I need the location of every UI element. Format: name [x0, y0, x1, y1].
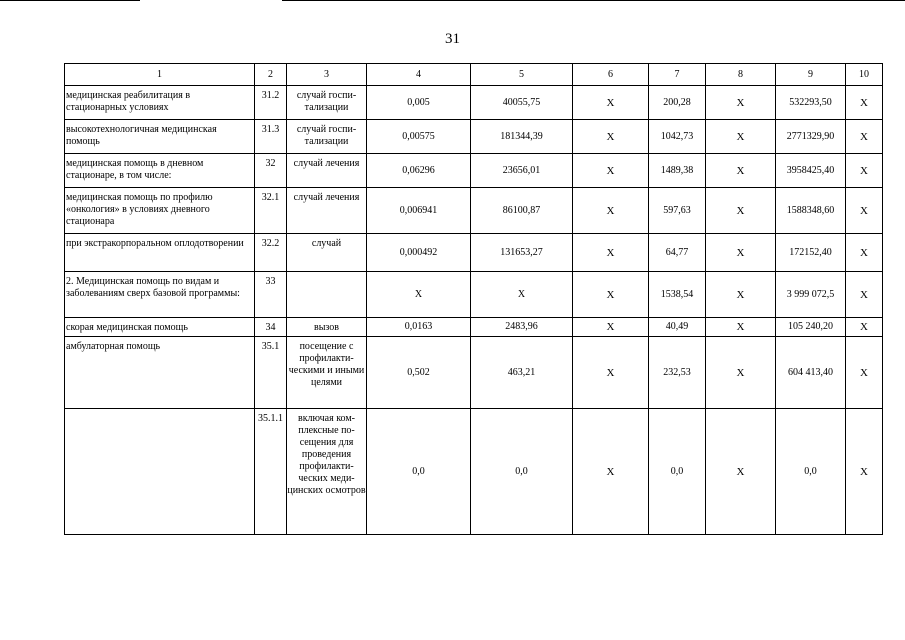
row-code: 33: [255, 272, 287, 318]
row-cost: 23656,01: [471, 154, 573, 188]
top-rule-left: [0, 0, 140, 1]
row-cost: 131653,27: [471, 234, 573, 272]
row-volume: X: [367, 272, 471, 318]
row-col9: 3 999 072,5: [776, 272, 846, 318]
row-name: высокотехнологичная медицинская помощь: [65, 120, 255, 154]
row-col6: X: [573, 86, 649, 120]
row-col8: X: [706, 337, 776, 409]
row-name: 2. Медицинская помощь по видам и заболеваниям сверх базовой программы:: [65, 272, 255, 318]
row-col6: X: [573, 409, 649, 535]
row-col8: X: [706, 120, 776, 154]
row-col6: X: [573, 188, 649, 234]
table-row: [65, 154, 883, 188]
row-col10: X: [846, 120, 883, 154]
row-unit: случай лечения: [287, 188, 367, 234]
col-header: 9: [776, 64, 846, 86]
table-row: [65, 272, 883, 318]
row-code: 35.1: [255, 337, 287, 409]
col-header: 1: [65, 64, 255, 86]
row-col9: 105 240,20: [776, 318, 846, 337]
row-volume: 0,06296: [367, 154, 471, 188]
row-code: 32: [255, 154, 287, 188]
col-header: 3: [287, 64, 367, 86]
row-col6: X: [573, 272, 649, 318]
row-col10: X: [846, 86, 883, 120]
table-row: [65, 234, 883, 272]
row-col9: 532293,50: [776, 86, 846, 120]
col-header: 2: [255, 64, 287, 86]
row-col9: 2771329,90: [776, 120, 846, 154]
row-col8: X: [706, 234, 776, 272]
row-cost: 0,0: [471, 409, 573, 535]
row-col8: X: [706, 318, 776, 337]
row-name: [65, 409, 255, 535]
row-col8: X: [706, 154, 776, 188]
row-name: медицинская помощь в дневном стационаре, в том числе:: [65, 154, 255, 188]
row-unit: [287, 272, 367, 318]
row-col6: X: [573, 120, 649, 154]
row-col7: 232,53: [649, 337, 706, 409]
row-cost: X: [471, 272, 573, 318]
row-col10: X: [846, 234, 883, 272]
row-col10: X: [846, 409, 883, 535]
row-col10: X: [846, 154, 883, 188]
row-col8: X: [706, 409, 776, 535]
row-col8: X: [706, 188, 776, 234]
table-row: [65, 188, 883, 234]
row-col7: 40,49: [649, 318, 706, 337]
row-col9: 604 413,40: [776, 337, 846, 409]
row-name: при экстракорпоральном оплодотворении: [65, 234, 255, 272]
row-col7: 1489,38: [649, 154, 706, 188]
row-volume: 0,0: [367, 409, 471, 535]
row-cost: 2483,96: [471, 318, 573, 337]
page-number: 31: [445, 31, 460, 47]
row-col6: X: [573, 154, 649, 188]
row-code: 32.1: [255, 188, 287, 234]
row-name: амбулаторная помощь: [65, 337, 255, 409]
row-col7: 1042,73: [649, 120, 706, 154]
row-name: медицинская помощь по профилю «онкология» в условиях дневного стационара: [65, 188, 255, 234]
col-header: 7: [649, 64, 706, 86]
row-col9: 172152,40: [776, 234, 846, 272]
row-col7: 64,77: [649, 234, 706, 272]
row-col10: X: [846, 337, 883, 409]
row-volume: 0,0163: [367, 318, 471, 337]
table-row: [65, 120, 883, 154]
row-col6: X: [573, 337, 649, 409]
row-cost: 40055,75: [471, 86, 573, 120]
col-header: 4: [367, 64, 471, 86]
row-code: 32.2: [255, 234, 287, 272]
row-cost: 463,21: [471, 337, 573, 409]
row-volume: 0,000492: [367, 234, 471, 272]
col-header: 8: [706, 64, 776, 86]
row-col7: 597,63: [649, 188, 706, 234]
data-table: [64, 63, 883, 535]
row-volume: 0,00575: [367, 120, 471, 154]
row-unit: случай: [287, 234, 367, 272]
row-code: 31.3: [255, 120, 287, 154]
row-unit: включая ком-плексные по-сещения для проведения профилакти-ческих меди-цинских осмотров: [287, 409, 367, 535]
row-col9: 1588348,60: [776, 188, 846, 234]
row-col6: X: [573, 234, 649, 272]
row-col7: 1538,54: [649, 272, 706, 318]
header-row: [65, 64, 883, 86]
row-volume: 0,006941: [367, 188, 471, 234]
row-col10: X: [846, 318, 883, 337]
row-unit: посещение с профилакти-ческими и иными целями: [287, 337, 367, 409]
row-col8: X: [706, 86, 776, 120]
row-col6: X: [573, 318, 649, 337]
row-name: медицинская реабилитация в стационарных условиях: [65, 86, 255, 120]
row-code: 34: [255, 318, 287, 337]
row-volume: 0,502: [367, 337, 471, 409]
row-unit: случай госпи-тализации: [287, 120, 367, 154]
row-unit: вызов: [287, 318, 367, 337]
row-col10: X: [846, 272, 883, 318]
col-header: 10: [846, 64, 883, 86]
table-row: [65, 318, 883, 337]
row-col8: X: [706, 272, 776, 318]
row-name: скорая медицинская помощь: [65, 318, 255, 337]
row-col7: 0,0: [649, 409, 706, 535]
col-header: 5: [471, 64, 573, 86]
table-row: [65, 337, 883, 409]
table-row: [65, 409, 883, 535]
row-cost: 86100,87: [471, 188, 573, 234]
row-unit: случай лечения: [287, 154, 367, 188]
top-rule-right: [282, 0, 905, 1]
row-col9: 0,0: [776, 409, 846, 535]
row-code: 35.1.1: [255, 409, 287, 535]
row-unit: случай госпи-тализации: [287, 86, 367, 120]
row-col7: 200,28: [649, 86, 706, 120]
row-code: 31.2: [255, 86, 287, 120]
row-cost: 181344,39: [471, 120, 573, 154]
table-row: [65, 86, 883, 120]
row-volume: 0,005: [367, 86, 471, 120]
row-col9: 3958425,40: [776, 154, 846, 188]
col-header: 6: [573, 64, 649, 86]
row-col10: X: [846, 188, 883, 234]
